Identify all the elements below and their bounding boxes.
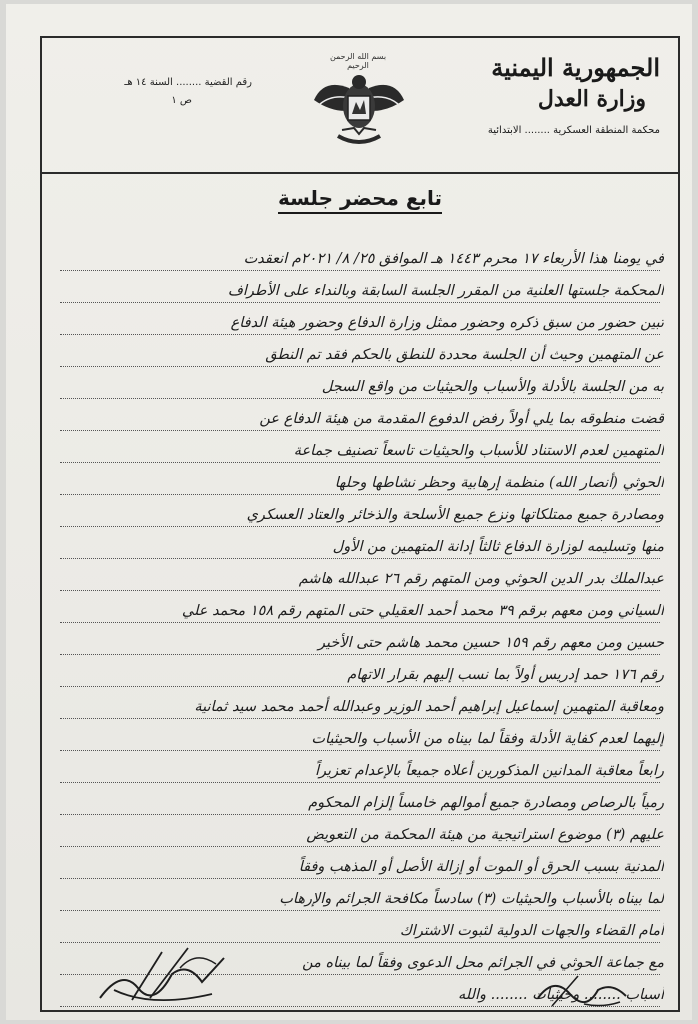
ruled-line xyxy=(60,558,660,559)
title-container xyxy=(42,186,678,214)
handwritten-line: منها وتسليمه لوزارة الدفاع ثالثاً إدانة المتهمين من الأول xyxy=(332,539,664,555)
ruled-line xyxy=(60,398,660,399)
ruled-line xyxy=(60,878,660,879)
ruled-line xyxy=(60,686,660,687)
signature-right-icon xyxy=(532,968,632,1012)
handwritten-line: مع جماعة الحوثي في الجرائم محل الدعوى وفقاً لما بيناه من xyxy=(302,955,664,971)
page-title: تابع محضر جلسة xyxy=(278,186,442,214)
handwritten-line: عن المتهمين وحيث أن الجلسة محددة للنطق بالحكم فقد تم النطق xyxy=(265,347,664,363)
ruled-line xyxy=(60,462,660,463)
handwritten-line: في يومنا هذا الأربعاء ١٧ محرم ١٤٤٣ هـ الموافق ٢٥/ ٨/ ٢٠٢١م انعقدت xyxy=(243,251,664,267)
document-page xyxy=(6,4,692,1020)
handwritten-line: لما بيناه بالأسباب والحيثيات (٣) سادساً مكافحة الجرائم والإرهاب xyxy=(279,891,664,907)
bismillah-text: بسم الله الرحمن الرحيم xyxy=(329,52,387,70)
handwritten-line: إليهما لعدم كفاية الأدلة وفقاً لما بيناه من الأسباب والحيثيات xyxy=(311,731,664,747)
page-label: ص ١ xyxy=(171,95,192,106)
handwritten-line: قضت منطوقه بما يلي أولاً رفض الدفوع المقدمة من هيئة الدفاع عن xyxy=(259,411,664,427)
handwritten-line: رمياً بالرصاص ومصادرة جميع أموالهم خامساً إلزام المحكوم xyxy=(308,795,664,811)
ruled-line xyxy=(60,814,660,815)
handwritten-line: أسباب ........ وحيثيات ........ والله xyxy=(458,987,664,1003)
ruled-line xyxy=(60,622,660,623)
handwritten-line: المدنية بسبب الحرق أو الموت أو إزالة الأصل أو المذهب وفقاً xyxy=(298,859,664,875)
handwritten-line: عبدالملك بدر الدين الحوثي ومن المتهم رقم ٢٦ عبدالله هاشم xyxy=(298,571,664,587)
ruled-line xyxy=(60,750,660,751)
ministry-name: وزارة العدل xyxy=(537,86,646,112)
handwritten-line: المتهمين لعدم الاستناد للأسباب والحيثيات تاسعاً تصنيف جماعة xyxy=(293,443,664,459)
letterhead xyxy=(42,38,678,174)
page-frame xyxy=(40,36,680,1012)
case-info xyxy=(52,74,252,110)
ruled-line xyxy=(60,782,660,783)
ruled-line xyxy=(60,494,660,495)
ruled-line xyxy=(60,302,660,303)
republic-name: الجمهورية اليمنية xyxy=(491,53,660,82)
ruled-line xyxy=(60,270,660,271)
case-number-label: رقم القضية ........ السنة ١٤ هـ xyxy=(124,77,252,88)
handwritten-line: حسين ومن معهم رقم ١٥٩ حسين محمد هاشم حتى الأخير xyxy=(317,635,664,651)
ruled-line xyxy=(60,334,660,335)
handwritten-line: أمام القضاء والجهات الدولية لثبوت الاشتراك xyxy=(399,923,664,939)
handwritten-line: ومعاقبة المتهمين إسماعيل إبراهيم أحمد الوزير وعبدالله أحمد محمد سيد ثمانية xyxy=(194,699,664,715)
yemen-eagle-emblem-icon xyxy=(304,48,414,158)
signature-left-icon xyxy=(92,938,242,1010)
ruled-line xyxy=(60,654,660,655)
handwritten-line: رابعاً معاقبة المدانين المذكورين أعلاه جميعاً بالإعدام تعزيراً xyxy=(315,763,664,779)
handwritten-line: ومصادرة جميع ممتلكاتها ونزع جميع الأسلحة والذخائر والعتاد العسكري xyxy=(246,507,664,523)
court-name: محكمة المنطقة العسكرية ........ الابتدائية xyxy=(487,125,660,136)
handwritten-line: عليهم (٣) موضوع استراتيجية من هيئة المحكمة من التعويض xyxy=(306,827,664,843)
ruled-line xyxy=(60,526,660,527)
handwritten-line: تبين حضور من سبق ذكره وحضور ممثل وزارة الدفاع وحضور هيئة الدفاع xyxy=(230,315,664,331)
letterhead-right xyxy=(450,52,660,138)
ruled-line xyxy=(60,590,660,591)
ruled-line xyxy=(60,718,660,719)
handwritten-line: رقم ١٧٦ حمد إدريس أولاً بما نسب إليهم بقرار الاتهام xyxy=(347,667,664,683)
ruled-line xyxy=(60,366,660,367)
ruled-line xyxy=(60,910,660,911)
handwritten-line: السياني ومن معهم برقم ٣٩ محمد أحمد العقيلي حتى المتهم رقم ١٥٨ محمد علي xyxy=(181,603,664,619)
handwritten-line: به من الجلسة بالأدلة والأسباب والحيثيات من واقع السجل xyxy=(321,379,664,395)
ruled-line xyxy=(60,846,660,847)
handwritten-line: الحوثي (أنصار الله) منظمة إرهابية وحظر نشاطها وحلها xyxy=(334,475,664,491)
handwritten-line: المحكمة جلستها العلنية من المقرر الجلسة السابقة وبالنداء على الأطراف xyxy=(227,283,664,299)
ruled-line xyxy=(60,430,660,431)
